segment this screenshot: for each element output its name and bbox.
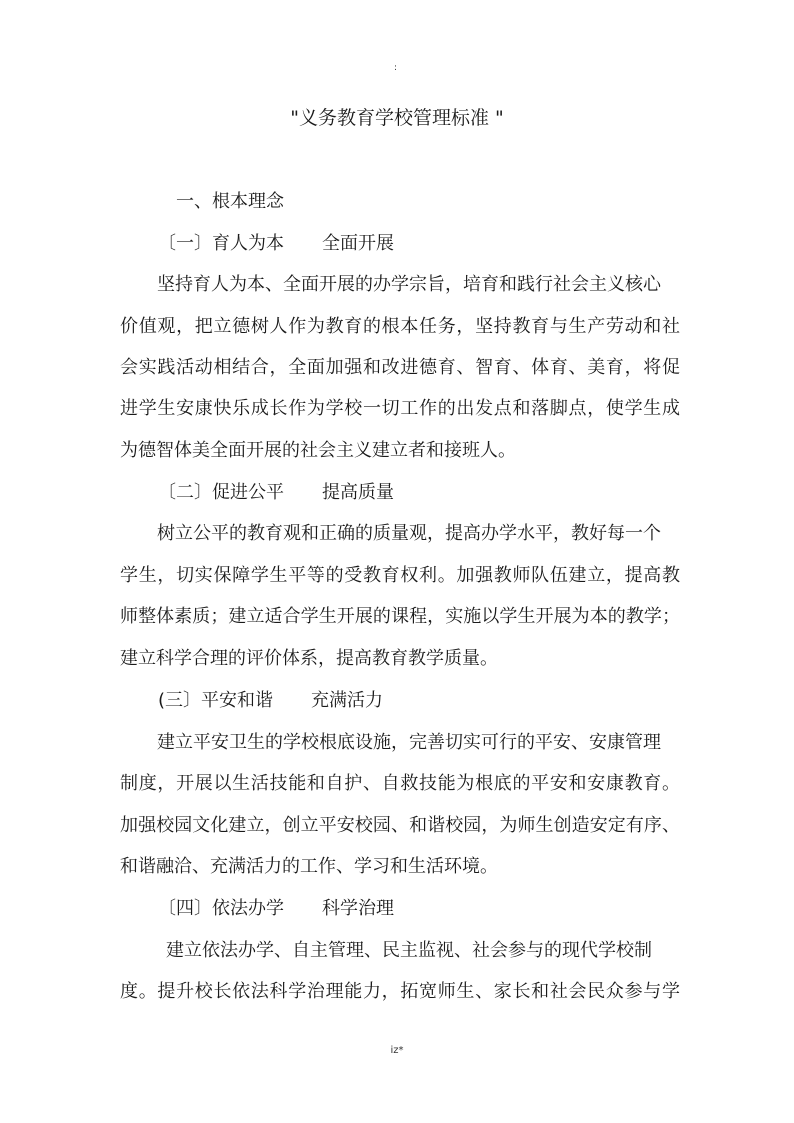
paragraph-line: 加强校园文化建立，创立平安校园、和谐校园，为师生创造安定有序、 bbox=[120, 815, 680, 836]
subsection-heading-3-label: (三〕平安和谐 bbox=[158, 690, 274, 711]
subsection-heading-4-label: 〔四〕依法办学 bbox=[158, 898, 284, 919]
subsection-heading-3-label2: 充满活力 bbox=[311, 690, 384, 711]
subsection-heading-4 bbox=[158, 896, 394, 922]
paragraph-line: 建立科学合理的评价体系，提高教育教学质量。 bbox=[120, 648, 498, 669]
paragraph-line: 制度，开展以生活技能和自护、自救技能为根底的平安和安康教育。 bbox=[120, 773, 680, 794]
paragraph-line: 为德智体美全面开展的社会主义建立者和接班人。 bbox=[120, 440, 516, 461]
page-footer: iz* bbox=[390, 1045, 404, 1056]
section-heading: 一、根本理念 bbox=[176, 191, 284, 212]
paragraph-line: 度。提升校长依法科学治理能力，拓宽师生、家长和社会民众参与学 bbox=[120, 981, 680, 1002]
subsection-heading-2-label2: 提高质量 bbox=[322, 482, 394, 503]
subsection-heading-2-label: 〔二〕促进公平 bbox=[158, 482, 284, 503]
paragraph-line: 和谐融洽、充满活力的工作、学习和生活环境。 bbox=[120, 856, 498, 877]
paragraph-line: 价值观，把立德树人作为教育的根本任务，坚持教育与生产劳动和社 bbox=[120, 316, 680, 337]
paragraph-line: 建立平安卫生的学校根底设施，完善切实可行的平安、安康管理 bbox=[157, 732, 661, 753]
subsection-heading-2 bbox=[158, 480, 394, 506]
paragraph-line: 坚持育人为本、全面开展的办学宗旨，培育和践行社会主义核心 bbox=[157, 274, 661, 295]
paragraph-line: 会实践活动相结合，全面加强和改进德育、智育、体育、美育，将促 bbox=[120, 357, 680, 378]
subsection-heading-1 bbox=[158, 231, 394, 257]
paragraph-line: 进学生安康快乐成长作为学校一切工作的出发点和落脚点，使学生成 bbox=[120, 398, 680, 419]
paragraph-line: 树立公平的教育观和正确的质量观，提高办学水平，教好每一个 bbox=[157, 523, 661, 544]
paragraph-line: 建立依法办学、自主管理、民主监视、社会参与的现代学校制 bbox=[166, 940, 652, 961]
document-title: "义务教育学校管理标准 " bbox=[290, 107, 504, 129]
header-mark: : bbox=[394, 63, 398, 73]
subsection-heading-1-label2: 全面开展 bbox=[322, 233, 394, 254]
subsection-heading-1-label: 〔一〕育人为本 bbox=[158, 233, 284, 254]
paragraph-line: 师整体素质；建立适合学生开展的课程，实施以学生开展为本的教学； bbox=[120, 606, 680, 627]
subsection-heading-4-label2: 科学治理 bbox=[322, 898, 394, 919]
paragraph-line: 学生，切实保障学生平等的受教育权利。加强教师队伍建立，提高教 bbox=[120, 565, 680, 586]
subsection-heading-3 bbox=[158, 688, 383, 714]
